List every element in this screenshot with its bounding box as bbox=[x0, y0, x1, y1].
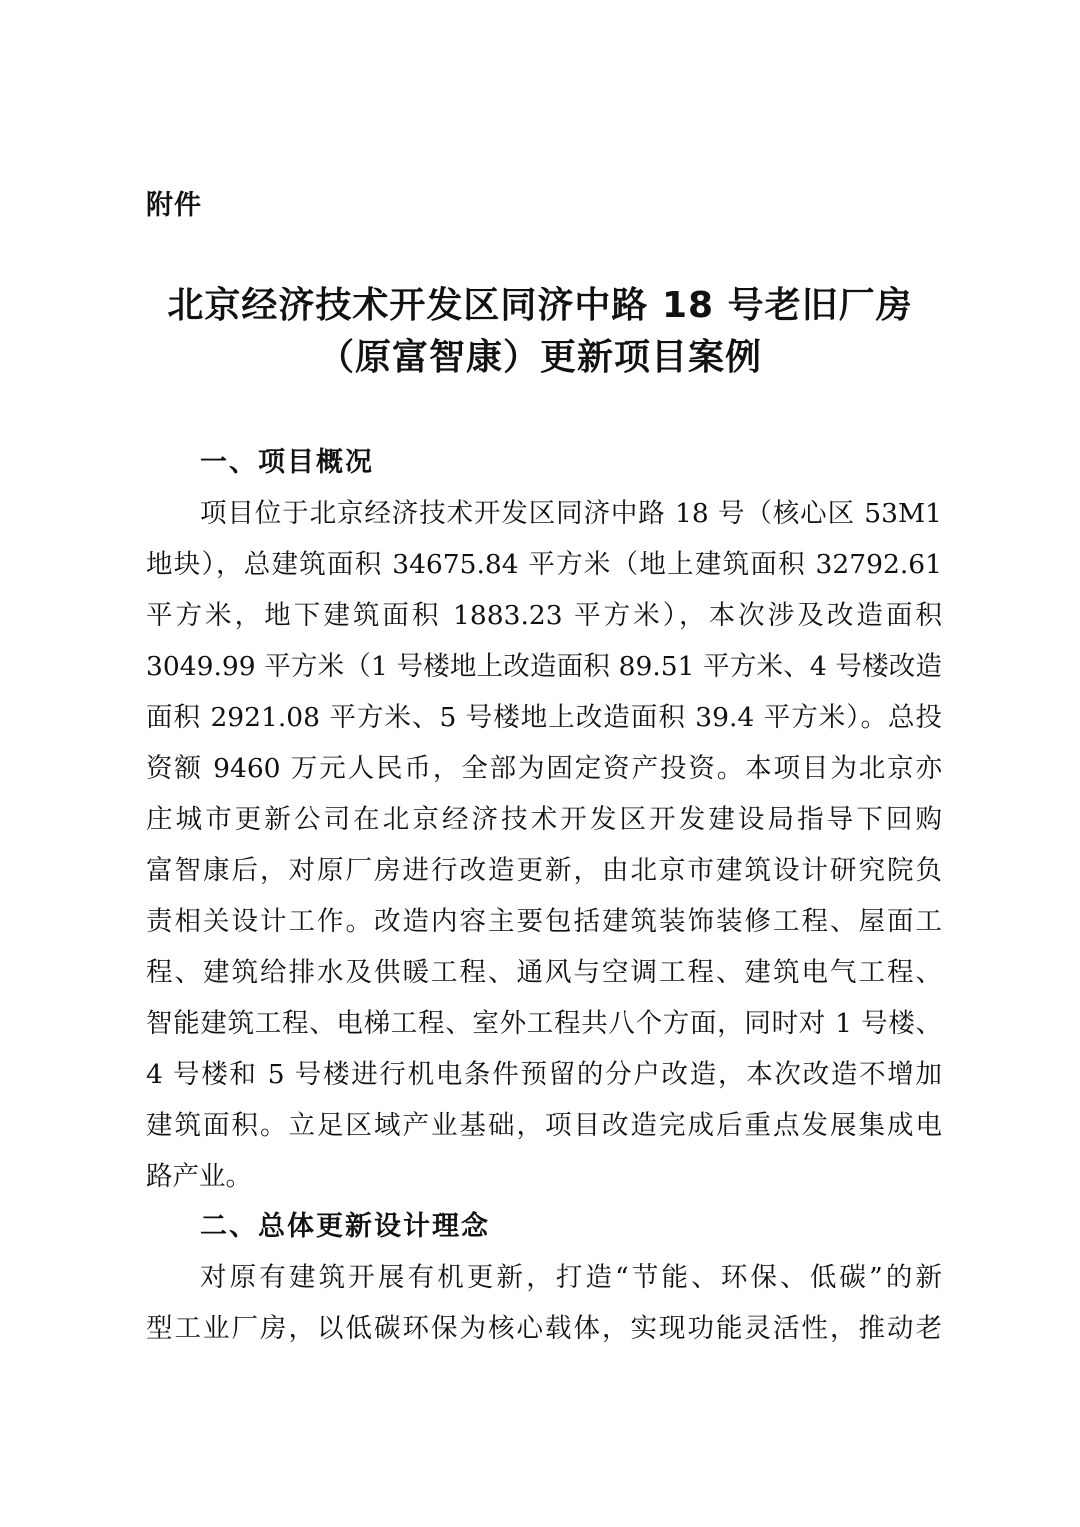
paragraph-line: 富智康后，对原厂房进行改造更新，由北京市建筑设计研究院负 bbox=[146, 855, 942, 886]
paragraph-line: 资额 9460 万元人民币，全部为固定资产投资。本项目为北京亦 bbox=[146, 753, 942, 784]
paragraph-line: 责相关设计工作。改造内容主要包括建筑装饰装修工程、屋面工 bbox=[146, 906, 942, 937]
attachment-label: 附件 bbox=[146, 190, 202, 221]
section-heading-design-concept: 二、总体更新设计理念 bbox=[200, 1211, 490, 1242]
paragraph-line: 路产业。 bbox=[146, 1161, 252, 1192]
paragraph-line: 型工业厂房，以低碳环保为核心载体，实现功能灵活性，推动老 bbox=[146, 1313, 942, 1344]
document-title-line-1: 北京经济技术开发区同济中路 18 号老旧厂房 bbox=[167, 285, 913, 326]
paragraph-line: 面积 2921.08 平方米、5 号楼地上改造面积 39.4 平方米）。总投 bbox=[146, 702, 942, 733]
paragraph-line: 建筑面积。立足区域产业基础，项目改造完成后重点发展集成电 bbox=[146, 1110, 942, 1141]
paragraph-line: 平方米，地下建筑面积 1883.23 平方米），本次涉及改造面积 bbox=[146, 600, 942, 631]
paragraph-line: 庄城市更新公司在北京经济技术开发区开发建设局指导下回购 bbox=[146, 804, 942, 835]
paragraph-line: 地块），总建筑面积 34675.84 平方米（地上建筑面积 32792.61 bbox=[146, 549, 942, 580]
paragraph-line: 程、建筑给排水及供暖工程、通风与空调工程、建筑电气工程、 bbox=[146, 957, 942, 988]
paragraph-line: 项目位于北京经济技术开发区同济中路 18 号（核心区 53M1 bbox=[200, 498, 942, 529]
section-heading-project-overview: 一、项目概况 bbox=[200, 447, 374, 478]
paragraph-line: 对原有建筑开展有机更新，打造“节能、环保、低碳”的新 bbox=[200, 1262, 942, 1293]
paragraph-line: 智能建筑工程、电梯工程、室外工程共八个方面，同时对 1 号楼、 bbox=[146, 1008, 942, 1039]
paragraph-line: 3049.99 平方米（1 号楼地上改造面积 89.51 平方米、4 号楼改造 bbox=[146, 651, 942, 682]
document-title-line-2: （原富智康）更新项目案例 bbox=[317, 337, 762, 378]
paragraph-line: 4 号楼和 5 号楼进行机电条件预留的分户改造，本次改造不增加 bbox=[146, 1059, 942, 1090]
